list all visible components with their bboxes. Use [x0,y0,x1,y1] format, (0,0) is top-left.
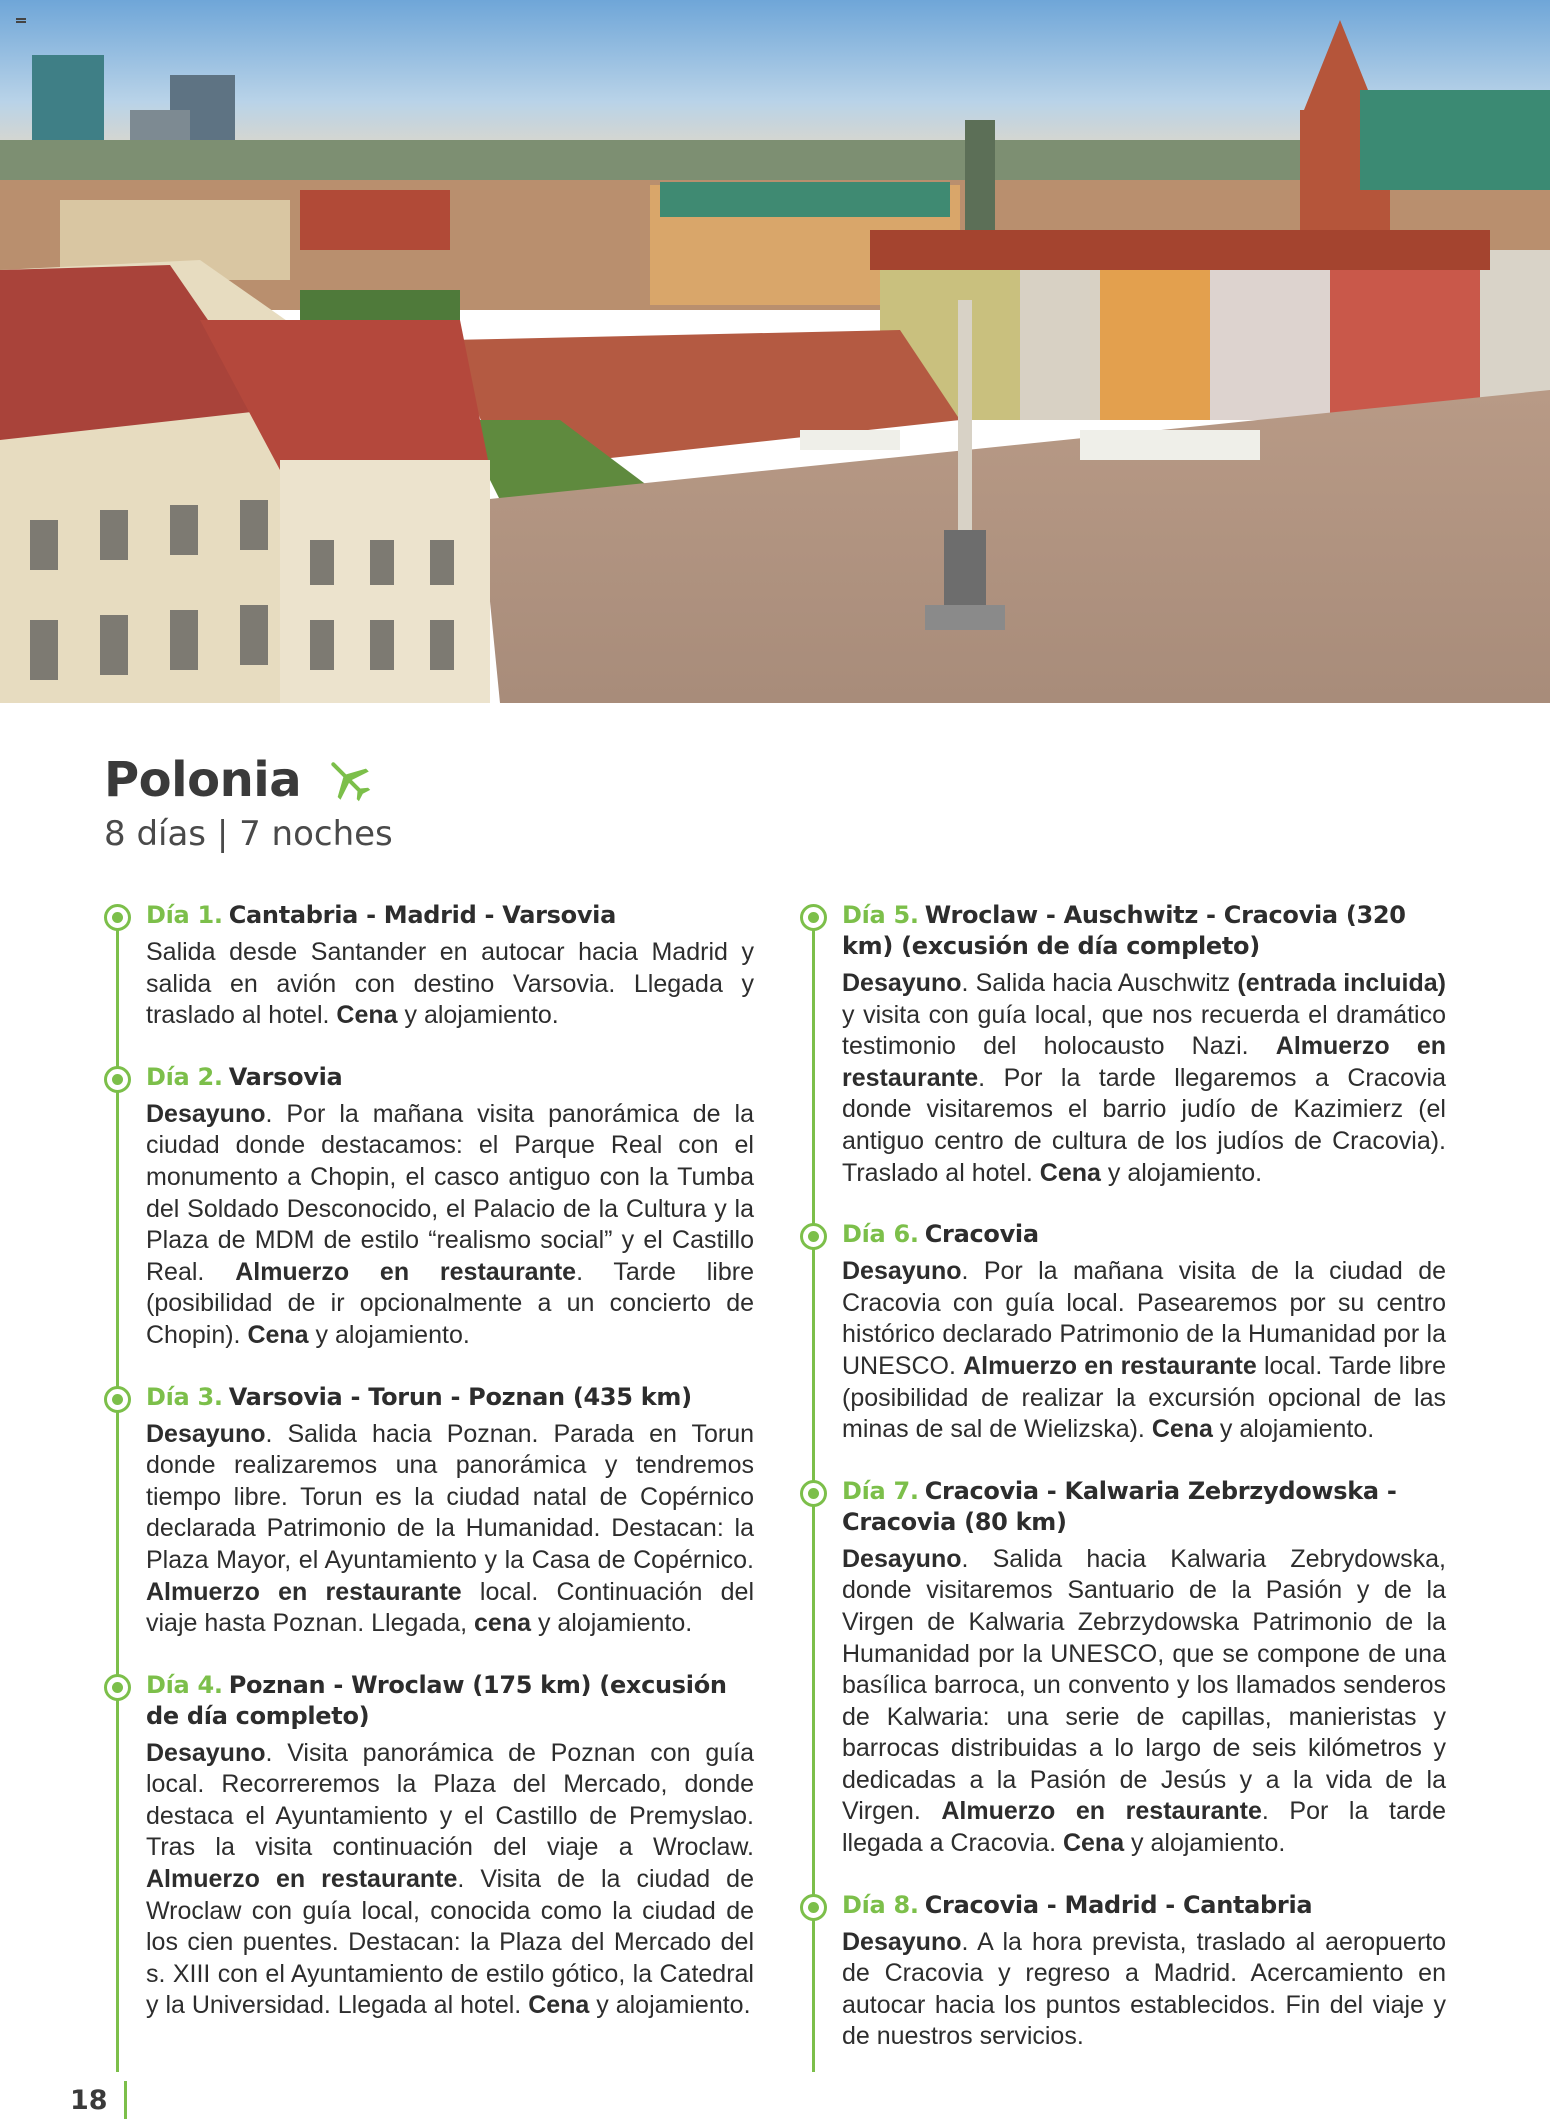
day-description [146,937,754,1032]
itinerary-right-column [800,900,1446,2083]
timeline-bullet-icon [104,1066,131,1093]
day-description [842,968,1446,1189]
page-number: 18 [70,2085,108,2116]
itinerary-day [104,1382,754,1640]
highlight-text: Desayuno [146,1419,266,1448]
day-number: Día 4. [146,1670,223,1699]
day-number: Día 1. [146,901,223,929]
day-description [146,1419,754,1640]
itinerary-left-column [104,900,754,2052]
description-text: . Visita panorámica de Poznan con guía local. Recorreremos la Plaza del Mercado, donde destaca el Ayuntamiento y el Castillo de Premyslao. Tras la visita continuación del viaje a Wroclaw. [146,1738,754,1862]
highlight-text: Desayuno [842,1544,962,1573]
timeline-bullet-icon [104,904,131,931]
description-text: . Por la tarde llegaremos a Cracovia donde visitaremos el barrio judío de Kazimierz (el antiguo centro de cultura de los judíos de Cracovia). Traslado al hotel. [842,1063,1446,1187]
timeline-bullet-icon [800,1894,827,1921]
itinerary-day [800,900,1446,1189]
page-title: Polonia [104,752,302,808]
day-route: Cracovia [924,1220,1039,1249]
highlight-text: Cena [528,1991,590,2020]
highlight-text: Desayuno [146,1099,266,1128]
timeline-bullet-icon [800,1223,827,1250]
hero-photo-warsaw-old-town [0,0,1550,703]
day-description [842,1256,1446,1446]
highlight-text: Cena [1039,1158,1101,1187]
day-number: Día 3. [146,1382,223,1411]
day-heading [842,1890,1446,1921]
airplane-icon [323,754,375,806]
day-number: Día 6. [842,1220,919,1249]
day-description [146,1738,754,2022]
highlight-text: Desayuno [842,1927,962,1956]
day-route: Cracovia - Kalwaria Zebrzydowska - Cracovia (80 km) [842,1476,1397,1536]
day-number: Día 5. [842,901,919,929]
itinerary-day [104,900,754,1032]
highlight-text: (entrada incluida) [1237,969,1446,997]
day-heading [842,1476,1446,1538]
timeline-bullet-icon [104,1674,131,1701]
timeline-bullet-icon [104,1386,131,1413]
description-text: y alojamiento. [397,1001,559,1030]
itinerary-day [104,1670,754,2022]
description-text: . Salida hacia Poznan. Parada en Torun donde realizaremos una panorámica y tendremos tiempo libre. Torun es la ciudad natal de Copérnico declarada Patrimonio de la Humanidad. Destacan: la Plaza Mayor, el Ayuntamiento y la Casa de Copérnico. [146,1419,754,1574]
day-heading [146,1670,754,1732]
description-text: . Por la tarde llegada a Cracovia. [842,1797,1446,1858]
highlight-text: Almuerzo en restaurante [146,1577,462,1606]
description-text: y alojamiento. [1100,1158,1263,1187]
highlight-text: Desayuno [842,969,962,997]
timeline-bullet-icon [800,1480,827,1507]
description-text: . Por la mañana visita de la ciudad de Cracovia con guía local. Pasearemos por su centro histórico declarado Patrimonio de la Humanidad por la UNESCO. [842,1257,1446,1380]
day-number: Día 2. [146,1062,223,1091]
description-text: y alojamiento. [589,1991,751,2020]
itinerary-day [104,1062,754,1352]
description-text: . A la hora prevista, traslado al aeropuerto de Cracovia y regreso a Madrid. Acercamiento en autocar hacia los puntos establecidos. Fin del viaje y de nuestros servicios. [842,1927,1446,2051]
tour-heading [104,752,393,854]
day-heading [146,900,754,931]
highlight-text: Almuerzo en restaurante [963,1351,1257,1380]
highlight-text: Cena [1151,1415,1213,1444]
description-text: y alojamiento. [308,1320,470,1349]
description-text: y alojamiento. [1124,1829,1286,1858]
highlight-text: Desayuno [146,1738,266,1767]
day-description [146,1099,754,1352]
highlight-text: Cena [336,1001,398,1030]
day-route: Wroclaw - Auschwitz - Cracovia (320 km) (excusión de día completo) [842,901,1406,960]
description-text: . Tarde libre (posibilidad de ir opcionalmente a un concierto de Chopin). [146,1257,754,1349]
day-route: Cracovia - Madrid - Cantabria [924,1890,1313,1919]
day-heading [842,1219,1446,1250]
highlight-text: Almuerzo en restaurante [146,1865,458,1894]
flag-icon [16,18,26,26]
day-heading [146,1062,754,1093]
highlight-text: Almuerzo en restaurante [235,1257,577,1286]
description-text: . Salida hacia Kalwaria Zebrydowska, donde visitaremos Santuario de la Pasión y de la Virgen de Kalwaria Zebrzydowska Patrimonio de la Humanidad por la UNESCO, que se compone de una basílica barroca, un convento y los llamados senderos de Kalwaria: una serie de capillas, manieristas y barrocas distribuidas a lo largo de seis kilómetros y dedicadas a la Pasión de Jesús y a la vida de la Virgen. [842,1544,1446,1826]
highlight-text: Cena [1062,1829,1125,1858]
highlight-text: Almuerzo en restaurante [941,1797,1262,1826]
duration-subtitle: 8 días | 7 noches [104,814,393,854]
itinerary-day [800,1219,1446,1446]
description-text: y visita con guía local, que nos recuerda el dramático testimonio del holocausto Nazi. [842,1000,1446,1061]
day-route: Varsovia - Torun - Poznan (435 km) [228,1382,692,1411]
day-heading [146,1382,754,1413]
description-text: . Salida hacia Auschwitz [961,969,1238,997]
description-text: y alojamiento. [531,1609,693,1638]
page-number-bar [124,2081,127,2119]
description-text: Salida desde Santander en autocar hacia Madrid y salida en avión con destino Varsovia. Llegada y traslado al hotel. [146,938,754,1030]
timeline-bullet-icon [800,904,827,931]
day-route: Cantabria - Madrid - Varsovia [228,901,616,929]
description-text: local. Continuación del viaje hasta Poznan. Llegada, [146,1577,754,1638]
highlight-text: cena [474,1609,531,1638]
description-text: . Visita de la ciudad de Wroclaw con guía local, conocida como la ciudad de los cien puentes. Destacan: la Plaza del Mercado del s. XIII con el Ayuntamiento de estilo gótico, la Catedral y la Universidad. Llegada al hotel. [146,1865,754,2020]
day-description [842,1544,1446,1860]
day-heading [842,900,1446,962]
day-number: Día 7. [842,1476,919,1505]
highlight-text: Almuerzo en restaurante [842,1032,1447,1092]
day-route: Varsovia [228,1062,343,1091]
itinerary-day [800,1890,1446,2053]
day-route: Poznan - Wroclaw (175 km) (excusión de día completo) [146,1670,727,1730]
itinerary-day [800,1476,1446,1860]
description-text: . Por la mañana visita panorámica de la ciudad donde destacamos: el Parque Real con el monumento a Chopin, el casco antiguo con la Tumba del Soldado Desconocido, el Palacio de la Cultura y la Plaza de MDM de estilo “realismo social” y el Castillo Real. [146,1099,754,1286]
highlight-text: Cena [247,1320,309,1349]
highlight-text: Desayuno [842,1257,962,1286]
day-description [842,1927,1446,2053]
description-text: local. Tarde libre (posibilidad de realizar la excursión opcional de las minas de sal de Wielizska). [842,1351,1447,1444]
day-number: Día 8. [842,1890,919,1919]
description-text: y alojamiento. [1212,1415,1375,1444]
